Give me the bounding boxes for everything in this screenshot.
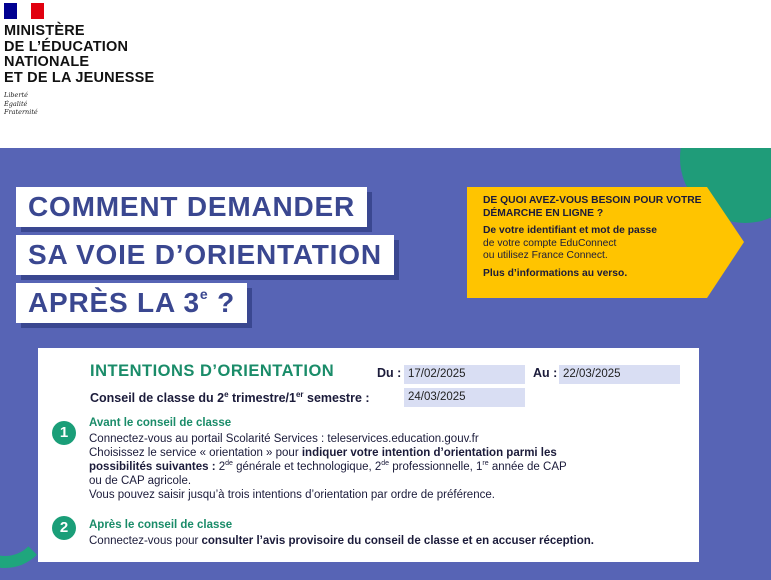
info-text bbox=[483, 195, 703, 281]
title-line-1: COMMENT DEMANDER bbox=[16, 187, 367, 227]
page-title bbox=[16, 187, 446, 327]
title-line-3: APRÈS LA 3e ? bbox=[16, 283, 247, 323]
info-need-line2: de votre compte EduConnect bbox=[483, 237, 617, 249]
main-banner bbox=[0, 148, 771, 580]
info-need-bold: De votre identifiant et mot de passe bbox=[483, 225, 657, 237]
from-label: Du : bbox=[377, 366, 402, 380]
to-label: Au : bbox=[533, 366, 558, 380]
step-2-body: Connectez-vous pour consulter l’avis provisoire du conseil de classe et en accuser réception. bbox=[89, 535, 594, 547]
to-date-field[interactable]: 22/03/2025 bbox=[559, 365, 680, 384]
info-question: DE QUOI AVEZ-VOUS BESOIN POUR VOTRE DÉMARCHE EN LIGNE ? bbox=[483, 195, 702, 219]
step-2-badge: 2 bbox=[52, 516, 76, 540]
info-arrow-box bbox=[467, 187, 744, 298]
decorative-arc bbox=[269, 148, 400, 183]
orientation-card bbox=[38, 348, 699, 562]
title-line-2: SA VOIE D’ORIENTATION bbox=[16, 235, 394, 275]
from-date-field[interactable]: 17/02/2025 bbox=[404, 365, 525, 384]
conseil-label: Conseil de classe du 2e trimestre/1er semestre : bbox=[90, 390, 370, 406]
intentions-title: INTENTIONS D’ORIENTATION bbox=[90, 362, 335, 380]
step-1-title: Avant le conseil de classe bbox=[89, 417, 232, 429]
header bbox=[0, 0, 771, 148]
step-2-title: Après le conseil de classe bbox=[89, 519, 233, 531]
ministry-name: MINISTÈRE DE L’ÉDUCATION NATIONALE ET DE LA JEUNESSE bbox=[4, 23, 155, 86]
step-1-badge: 1 bbox=[52, 421, 76, 445]
info-need-line3: ou utilisez France Connect. bbox=[483, 250, 608, 262]
step-1-body: Connectez-vous au portail Scolarité Services : teleservices.education.gouv.fr Choisissez le service « orientation » pour indiquer votre intention d’orientation parmi les possibilités suivantes : 2de générale et technologique, 2de professionnelle, 1re année de CAP ou de CAP agricole. Vous pouvez saisir jusqu’à trois intentions d’orientation par ordre de préférence. bbox=[89, 433, 567, 501]
info-more: Plus d’informations au verso. bbox=[483, 267, 628, 279]
republic-motto: Liberté Égalité Fraternité bbox=[4, 91, 38, 116]
french-flag-logo bbox=[4, 3, 44, 19]
conseil-date-field[interactable]: 24/03/2025 bbox=[404, 388, 525, 407]
